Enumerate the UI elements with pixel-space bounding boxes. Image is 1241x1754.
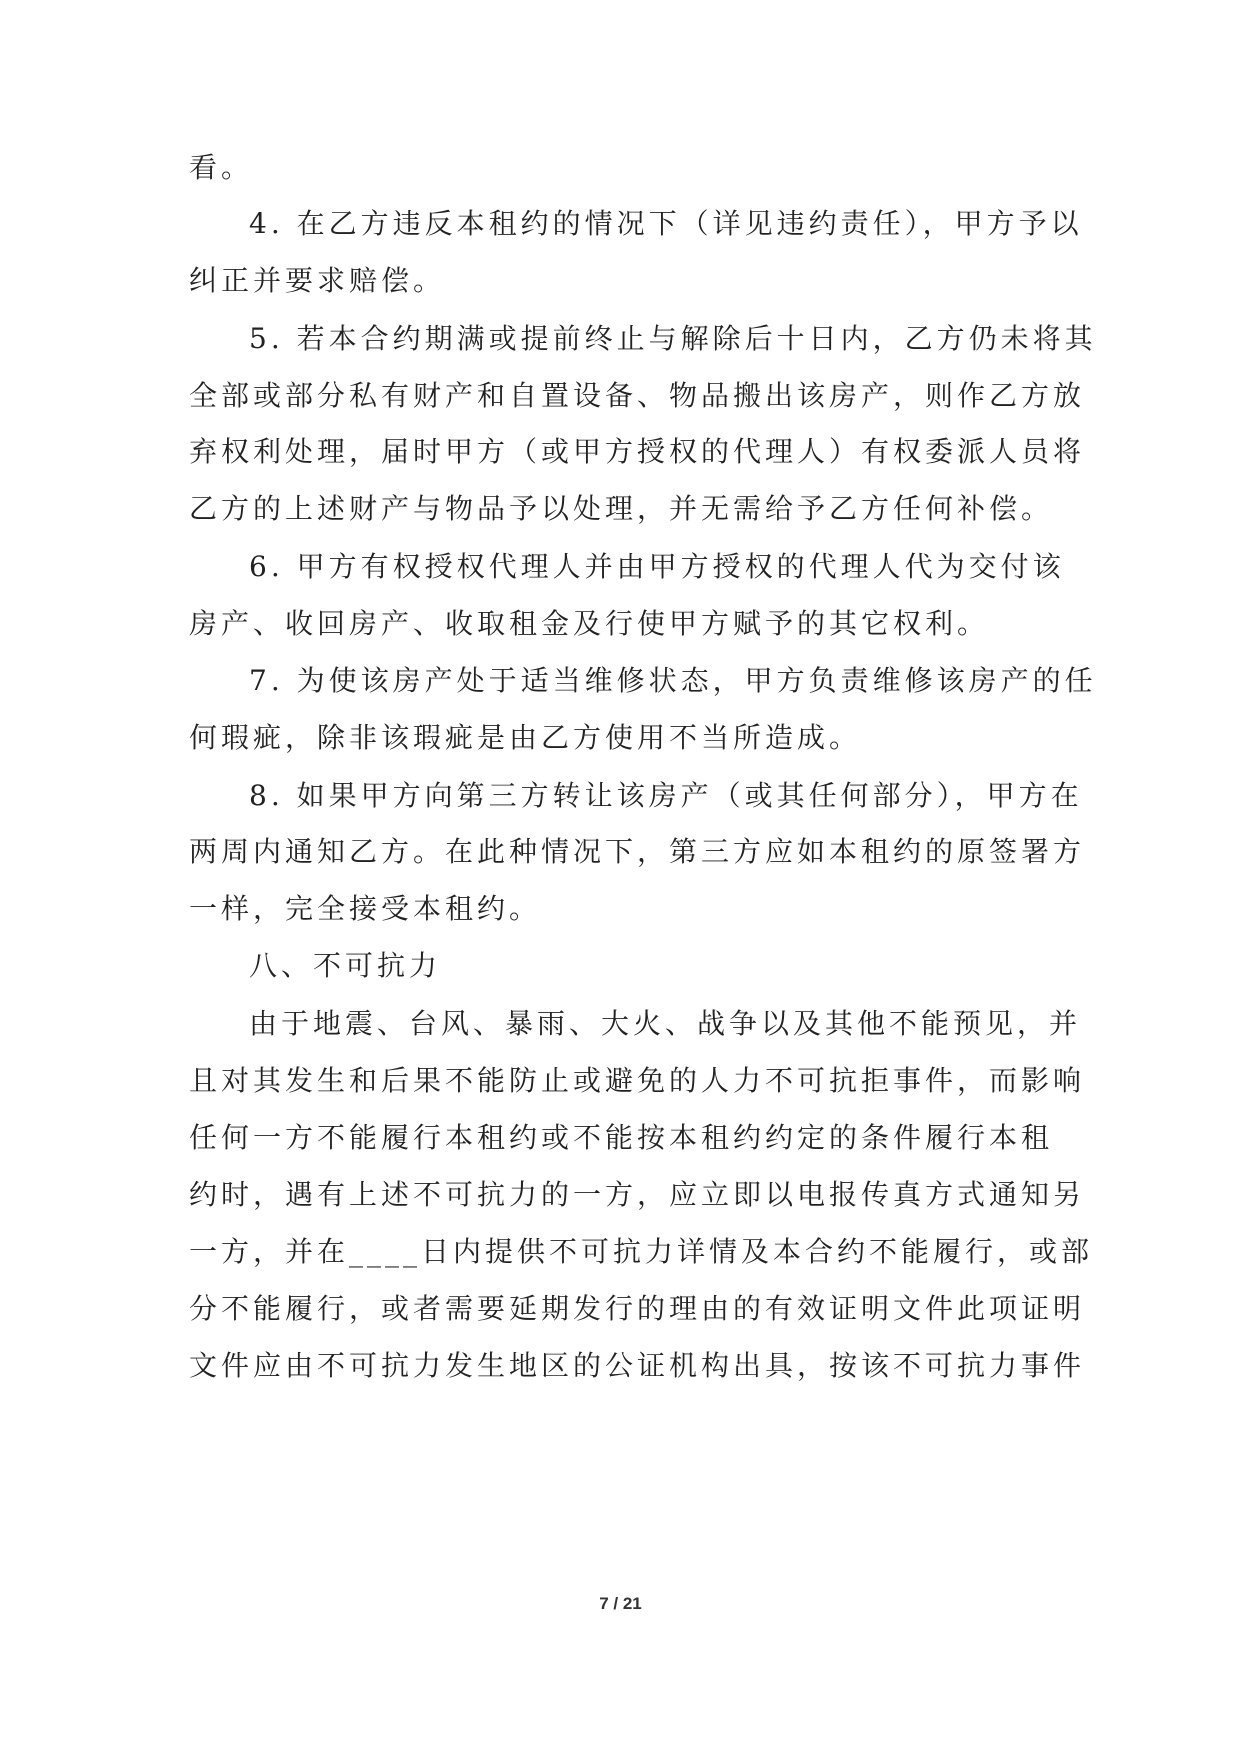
text-line: 弃权利处理，届时甲方（或甲方授权的代理人）有权委派人员将 — [189, 435, 1086, 468]
text-line: 8. 如果甲方向第三方转让该房产（或其任何部分），甲方在 — [249, 779, 1083, 812]
text-line: 房产、收回房产、收取租金及行使甲方赋予的其它权利。 — [189, 607, 990, 640]
page-number: 7 / 21 — [599, 1594, 642, 1613]
text-line: 任何一方不能履行本租约或不能按本租约约定的条件履行本租 — [189, 1121, 1054, 1154]
text-line: 由于地震、台风、暴雨、大火、战争以及其他不能预见，并 — [249, 1007, 1082, 1040]
text-line: 约时，遇有上述不可抗力的一方，应立即以电报传真方式通知另 — [189, 1178, 1086, 1211]
text-line: 5. 若本合约期满或提前终止与解除后十日内，乙方仍未将其 — [249, 322, 1097, 355]
text-line: 何瑕疵，除非该瑕疵是由乙方使用不当所造成。 — [189, 721, 862, 754]
text-line: 一样，完全接受本租约。 — [189, 892, 542, 925]
section-heading: 八、不可抗力 — [249, 949, 442, 982]
text-line: 两周内通知乙方。在此种情况下，第三方应如本租约的原签署方 — [189, 835, 1086, 868]
text-line: 看。 — [189, 151, 254, 184]
text-line: 乙方的上述财产与物品予以处理，并无需给予乙方任何补偿。 — [189, 492, 1054, 525]
text-line: 7. 为使该房产处于适当维修状态，甲方负责维修该房产的任 — [249, 664, 1097, 697]
text-line: 文件应由不可抗力发生地区的公证机构出具，按该不可抗力事件 — [189, 1349, 1086, 1382]
text-line: 全部或部分私有财产和自置设备、物品搬出该房产，则作乙方放 — [189, 379, 1086, 412]
text-line: 分不能履行，或者需要延期发行的理由的有效证明文件此项证明 — [189, 1292, 1086, 1325]
text-line: 纠正并要求赔偿。 — [189, 264, 446, 297]
text-line: 且对其发生和后果不能防止或避免的人力不可抗拒事件，而影响 — [189, 1064, 1086, 1097]
text-line: 4. 在乙方违反本租约的情况下（详见违约责任），甲方予以 — [249, 207, 1083, 240]
text-line: 一方，并在____日内提供不可抗力详情及本合约不能履行，或部 — [189, 1235, 1094, 1268]
text-line: 6. 甲方有权授权代理人并由甲方授权的代理人代为交付该 — [249, 550, 1065, 583]
